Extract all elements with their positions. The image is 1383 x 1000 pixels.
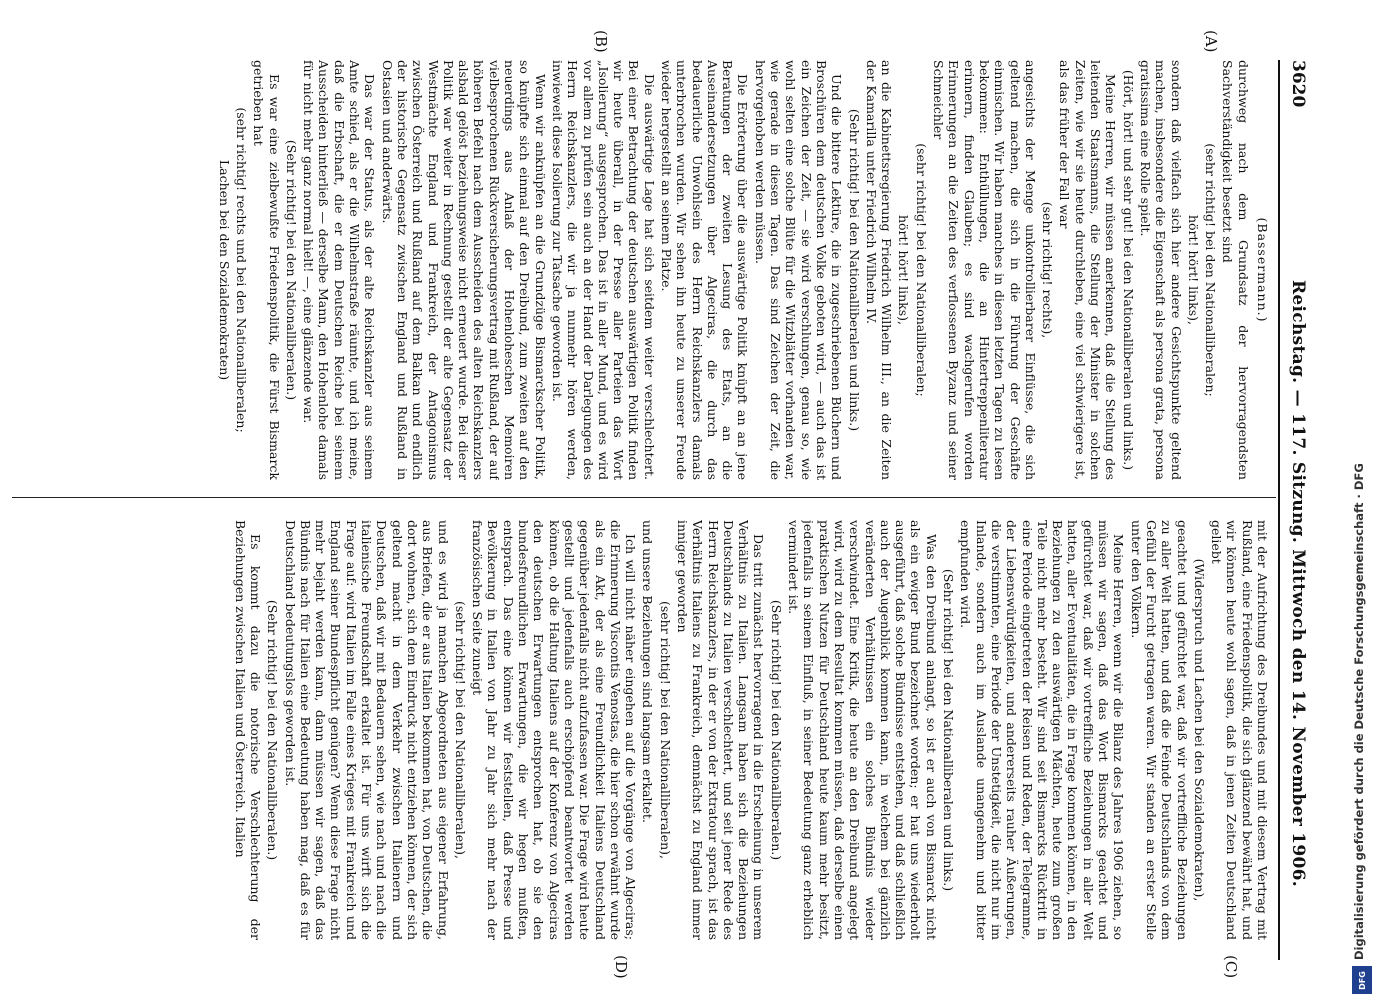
paragraph: Die auswärtige Lage hat sich seitdem weiter verschlechtert. Bei einer Betrachtung der deutschen auswärtigen Politik finden wir heute überall, in der Presse aller Parteien das Wort „Isolierung“ ausgesprochen. Das ist in aller Mund, und es wird vor allem zu prüfen sein auch an der Hand der Darlegungen des Herrn Reichskanzlers, die wir ja nunmehr hören werden, inwieweit diese Isolierung zur Tatsache geworden ist. bbox=[549, 60, 657, 480]
right-column bbox=[12, 520, 1270, 940]
remark: (sehr richtig! bei den Nationalliberalen), bbox=[657, 600, 673, 860]
paragraph: und unsere Beziehungen sind langsam erkaltet. bbox=[640, 520, 656, 823]
paragraph: Meine Herren, wir müssen anerkennen, daß die Stellung des leitenden Staatsmanns, die Stellung der Minister in solchen Zeiten, wie wir sie heute durchleben, eine viel schwierigere ist, als das früher der Fall war bbox=[1057, 60, 1119, 480]
paragraph: Wenn wir anknüpfen an die Grundzüge Bismarckscher Politik, so knüpfte sich einmal auf den Dreibund, zum zweiten auf den neuerdings aus Anlaß der Hohenloheschen Memoiren vielbesprochenen Rückversicherungsvertrag mit Rußland, der auf höheren Befehl nach dem Ausscheiden des alten Reichskanzlers alsbald gelöst beziehungsweise nicht erneuert wurde. Bei dieser Politik war weiter in Rechnung gestellt der alte Gegensatz der Westmächte England und Frankreich, der Antagonismus zwischen Österreich und Rußland auf dem Balkan und endlich der historische Gegensatz zwischen England und Rußland in Ostasien und anderwärts. bbox=[379, 60, 548, 480]
column-divider bbox=[12, 497, 1276, 498]
page-title: Reichstag. — 117. Sitzung. Mittwoch den 14. November 1906. bbox=[1288, 280, 1308, 888]
remark: (Sehr richtig! bei den Nationalliberalen und links.) bbox=[846, 108, 862, 432]
dfg-logo-text: DFG bbox=[1357, 970, 1367, 990]
paragraph: geachtet und gefürchtet war, daß wir vortreffliche Beziehungen zu aller Welt hatten, und daß die Feinde Deutschlands von dem Gefühl der Furcht getragen waren. Wir standen an erster Stelle unter den Völkern. bbox=[1128, 520, 1190, 940]
remark: (sehr richtig! rechts und bei den Nationalliberalen; bbox=[234, 107, 249, 433]
remark: (sehr richtig! rechts), bbox=[1040, 201, 1056, 339]
paragraph: und es wird ja manchen Abgeordneten aus eigener Erfahrung, aus Briefen, die er aus Italien bekommen hat, von Deutschen, die dort wohnen, sich dem Eindruck nicht entziehen können, der sich geltend macht in dem Verkehr zwischen Italienern und Deutschen, daß wir mit Bedauern sehen, wie nach und nach die italienische Freundschaft erkaltet ist. Für uns wirft sich die Frage auf: wird Italien im Falle eines Krieges mit Frankreich und England seiner Bundespflicht genügen? Wenn diese Frage nicht mehr bejaht werden kann, dann müssen wir sagen, daß das Bündnis nach für Italien eine Bedeutung haben mag, daß es für Deutschland bedeutungslos geworden ist. bbox=[282, 520, 451, 940]
remark: (sehr richtig! bei den Nationalliberalen; bbox=[1203, 143, 1219, 397]
margin-marker-c: (C) bbox=[1222, 955, 1240, 979]
margin-marker-b: (B) bbox=[592, 30, 610, 53]
paragraph: Das war der Status, als der alte Reichskanzler aus seinem Amte schied, als er die Wilhelmstraße räumte, und ich meine, daß die Erbschaft, die er dem Deutschen Reiche bei seinem Ausscheiden hinterließ — derselbe Mann, den Hohenlohe damals für nicht mehr ganz normal hielt! —, eine glänzende war. bbox=[301, 60, 378, 480]
dfg-logo-icon bbox=[1352, 966, 1372, 994]
paragraph: Was den Dreibund anlangt, so ist er auch von Bismarck nicht als ein ewiger Bund bezeichnet worden; er hat uns wiederholt ausgeführt, daß solche Bündnisse entstehen, und daß schließlich auch der Augenblick kommen kann, in welchem bei gänzlich veränderten Verhältnissen ein solches Bündnis wieder verschwindet. Eine Kritik, die heute an den Dreibund angelegt wird, wird zu dem Resultat kommen müssen, daß derselbe einen praktischen Nutzen für Deutschland heute kaum mehr besitzt, jedenfalls in seinem Einfluß, in seiner Bedeutung ganz erheblich vermindert ist. bbox=[786, 520, 939, 940]
paragraph: Die Erörterung über die auswärtige Politik knüpft an an jene Beratungen der zweiten Lesung des Etats, an die Auseinandersetzungen über Algeciras, die durch das bedauerliche Unwohlsein des Herrn Reichskanzlers damals unterbrochen wurden. Wir sehen ihn heute zu unserer Freude wieder hergestellt an seinem Platze. bbox=[659, 60, 751, 480]
paragraph: mit der Aufrichtung des Dreibundes und mit diesem Vertrag mit Rußland, eine Friedenspolitik, die sich glänzend bewährt hat, und wir können heute wohl sagen, daß in jenen Zeiten Deutschland geliebt bbox=[1209, 520, 1270, 940]
left-column bbox=[12, 60, 1270, 480]
margin-marker-a: (A) bbox=[1202, 30, 1220, 53]
paragraph: durchweg nach dem Grundsatz der hervorragendsten Sachverständigkeit besetzt sind bbox=[1220, 60, 1251, 480]
page-number: 3620 bbox=[1288, 60, 1308, 108]
speaker-name: (Bassermann.) bbox=[1255, 217, 1270, 323]
remark: (Sehr richtig! bei den Nationalliberalen und links.) bbox=[941, 568, 957, 892]
remark: (Hört, hört! und sehr gut! bei den Nationalliberalen und links.) bbox=[1120, 69, 1136, 471]
margin-marker-d: (D) bbox=[612, 955, 630, 979]
remark: (Sehr richtig! bei den Nationalliberalen.) bbox=[265, 599, 281, 861]
remark: hört! hört! links), bbox=[896, 214, 912, 326]
remark: (Sehr richtig! bei den Nationalliberalen.) bbox=[768, 599, 784, 861]
paragraph: Es kommt dazu die notorische Verschlechterung der Beziehungen zwischen Italien und Österreich. Italien bbox=[232, 520, 263, 940]
funding-notice: Digitalisierung gefördert durch die Deutsche Forschungsgemeinschaft · DFG bbox=[1352, 463, 1366, 960]
paragraph: Und die bittere Lektüre, die in zugeschriebenen Büchern und Broschüren dem deutschen Volke geboten wird, — auch das ist ein Zeichen der Zeit, — sie wird verschlungen, genau so, wie wohl selten eine solche Blüte für die Witzblätter vorhanden war, wie gerade in diesen Tagen. Das sind Zeichen der Zeit, die hervorgehoben werden müssen. bbox=[752, 60, 845, 480]
paragraph: an die Kabinettsregierung Friedrich Wilhelm III., an die Zeiten der Kamarilla unter Friedrich Wilhelm IV. bbox=[863, 60, 895, 480]
remark: (sehr richtig! bei den Nationalliberalen; bbox=[913, 143, 929, 397]
remark: hört! hört! links), bbox=[1185, 214, 1201, 326]
remark: (Widerspruch und Lachen bei den Sozialdemokraten), bbox=[1191, 558, 1207, 902]
paragraph: Meine Herren, wenn wir die Bilanz des Jahres 1906 ziehen, so müssen wir sagen, daß das Wort Bismarcks geachtet und gefürchtet war, daß wir vortreffliche Beziehungen in aller Welt hatten, aller Eventualitäten, die in Frage kommen können, in den Beziehungen zu den auswärtigen Mächten, heute zum großen Teile nicht mehr besteht. Wir sind seit Bismarcks Rücktritt in eine Periode eingetreten der Reisen und Reden, der Telegramme, der Liebenswürdigkeiten, und andererseits rauher Äußerungen, die verstimmten, eine Periode der Unstetigkeit, die nicht nur im Inlande, sondern auch im Auslande unangenehm und bitter empfunden wird. bbox=[958, 520, 1127, 940]
paragraph: Ich will nicht näher eingehen auf die Vorgänge von Algeciras; die Erinnerung Viscontis Venostas, die hier schon erwähnt wurde als ein Akt, der als eine Freundlichkeit Italiens Deutschland gegenüber jedenfalls nicht aufzufassen war. Die Frage wird heute gestellt und jedenfalls auch erschöpfend beantwortet werden können, ob die Haltung Italiens auf der Konferenz von Algeciras den deutschen Erwartungen entsprochen hat, ob sie den bundesfreundlichen Erwartungen, die wir hegen mußten, entsprach. Das eine können wir feststellen, daß Presse und Bevölkerung in Italien von Jahr zu Jahr sich mehr nach der französischen Seite zuneigt bbox=[470, 520, 639, 940]
remark: Lachen bei den Sozialdemokraten) bbox=[216, 159, 232, 381]
page-header bbox=[1278, 60, 1312, 960]
paragraph: sondern daß vielfach sich hier andere Gesichtspunkte geltend machen, insbesondere die Eigenschaft als persona grata, persona gratissima eine Rolle spielt. bbox=[1137, 60, 1184, 480]
remark: (sehr richtig! bei den Nationalliberalen), bbox=[452, 600, 468, 860]
paragraph: Das tritt zunächst hervorragend in die Erscheinung in unserem Verhältnis zu Italien. Langsam haben sich die Beziehungen Deutschlands zu Italien verschlechtert, und seit jener Rede des Herrn Reichskanzlers, in der er von der Extratour sprach, ist das Verhältnis Italiens zu Frankreich, demnächst zu England immer inniger geworden bbox=[675, 520, 767, 940]
funding-sidebar bbox=[1350, 0, 1380, 1000]
remark: (Sehr richtig! bei den Nationalliberalen.) bbox=[283, 139, 299, 401]
paragraph: angesichts der Menge unkontrollierbarer Einflüsse, die sich geltend machen, die sich in die Führung der Geschäfte einmischen. Wir haben manches in diesen letzten Tagen zu lesen bekommen: Enthüllungen, die an Hintertreppenliteratur erinnern, finden Glauben; es sind wachgerufen worden Erinnerungen an die Zeiten des verflossenen Byzanz und seiner Schmeichler bbox=[931, 60, 1038, 480]
paragraph: Es war eine zielbewußte Friedenspolitik, die Fürst Bismarck getrieben hat bbox=[251, 60, 282, 480]
